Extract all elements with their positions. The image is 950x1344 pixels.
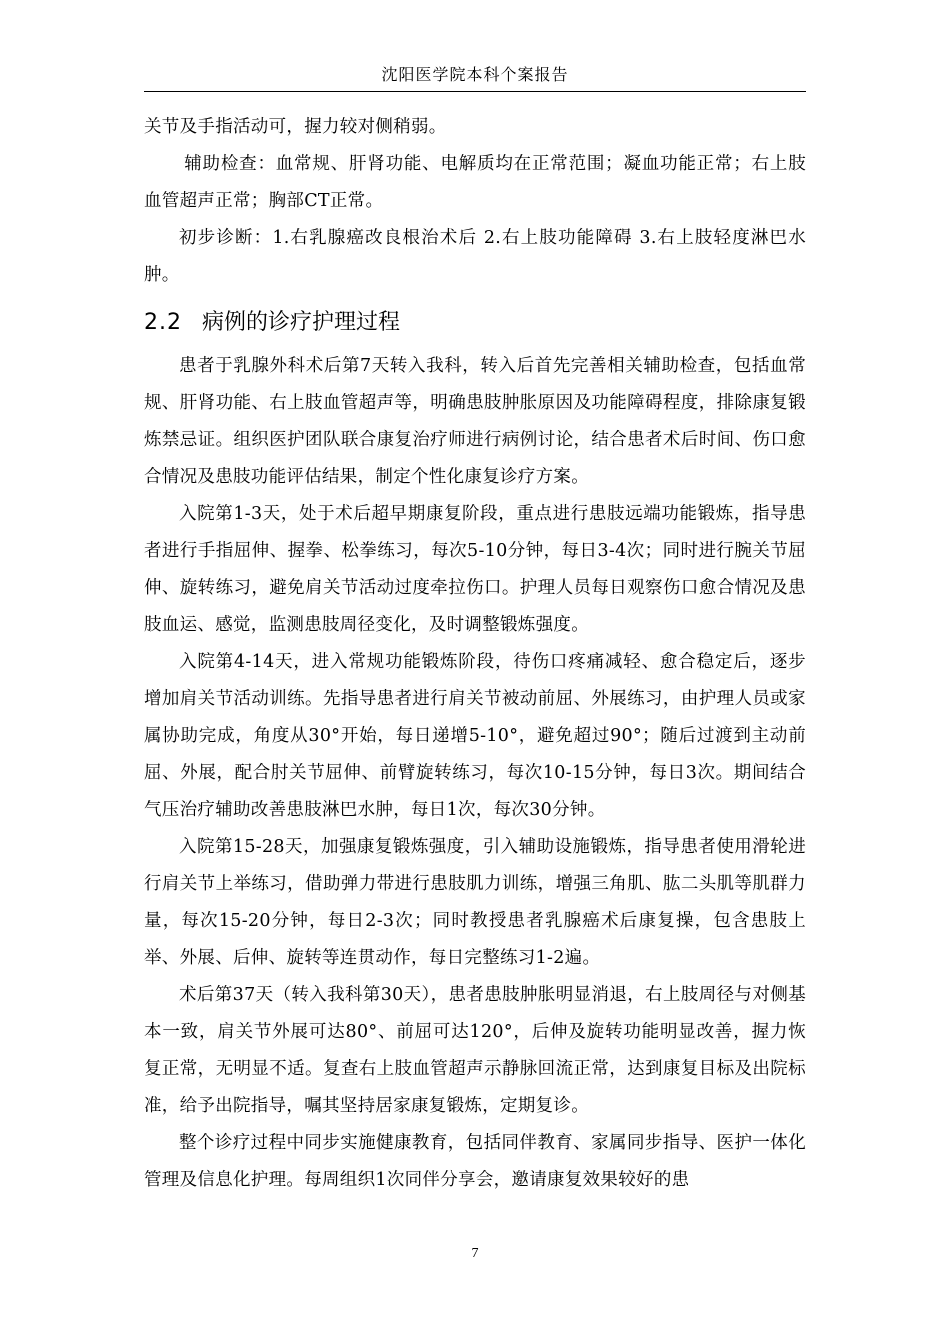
section-number: 2.2 [144, 310, 182, 335]
paragraph-days-4-14: 入院第4-14天，进入常规功能锻炼阶段，待伤口疼痛减轻、愈合稳定后，逐步增加肩关节活动训练。先指导患者进行肩关节被动前屈、外展练习，由护理人员或家属协助完成，角度从30°开始，每日递增5-10°，避免超过90°；随后过渡到主动前屈、外展，配合肘关节屈伸、前臂旋转练习，每次10-15分钟，每日3次。期间结合气压治疗辅助改善患肢淋巴水肿，每日1次，每次30分钟。 [144, 652, 806, 820]
paragraph-days-1-3: 入院第1-3天，处于术后超早期康复阶段，重点进行患肢远端功能锻炼，指导患者进行手指屈伸、握拳、松拳练习，每次5-10分钟，每日3-4次；同时进行腕关节屈伸、旋转练习，避免肩关节活动过度牵拉伤口。护理人员每日观察伤口愈合情况及患肢血运、感觉，监测患肢周径变化，及时调整锻炼强度。 [144, 504, 806, 635]
paragraph-exam-continued: 关节及手指活动可，握力较对侧稍弱。 [144, 117, 447, 137]
paragraph-days-15-28: 入院第15-28天，加强康复锻炼强度，引入辅助设施锻炼，指导患者使用滑轮进行肩关节上举练习，借助弹力带进行患肢肌力训练，增强三角肌、肱二头肌等肌群力量，每次15-20分钟，每日2-3次；同时教授患者乳腺癌术后康复操，包含患肢上举、外展、后伸、旋转等连贯动作，每日完整练习1-2遍。 [144, 837, 806, 968]
paragraph-admission: 患者于乳腺外科术后第7天转入我科，转入后首先完善相关辅助检查，包括血常规、肝肾功能、右上肢血管超声等，明确患肢肿胀原因及功能障碍程度，排除康复锻炼禁忌证。组织医护团队联合康复治疗师进行病例讨论，结合患者术后时间、伤口愈合情况及患肢功能评估结果，制定个性化康复诊疗方案。 [144, 356, 806, 487]
page-body [144, 109, 806, 1199]
header-rule [144, 91, 806, 92]
paragraph-health-education: 整个诊疗过程中同步实施健康教育，包括同伴教育、家属同步指导、医护一体化管理及信息化护理。每周组织1次同伴分享会，邀请康复效果较好的患 [144, 1133, 806, 1190]
running-header: 沈阳医学院本科个案报告 [381, 65, 569, 84]
paragraph-preliminary-diagnosis: 初步诊断：1.右乳腺癌改良根治术后 2.右上肢功能障碍 3.右上肢轻度淋巴水肿。 [144, 228, 806, 285]
paragraph-discharge: 术后第37天（转入我科第30天），患者患肢肿胀明显消退，右上肢周径与对侧基本一致，肩关节外展可达80°、前屈可达120°，后伸及旋转功能明显改善，握力恢复正常，无明显不适。复查右上肢血管超声示静脉回流正常，达到康复目标及出院标准，给予出院指导，嘱其坚持居家康复锻炼，定期复诊。 [144, 985, 806, 1116]
page-number: 7 [471, 1246, 479, 1261]
section-title: 病例的诊疗护理过程 [202, 310, 401, 335]
section-heading [144, 308, 806, 338]
paragraph-auxiliary-exam: 辅助检查：血常规、肝肾功能、电解质均在正常范围；凝血功能正常；右上肢血管超声正常；胸部CT正常。 [144, 154, 806, 211]
